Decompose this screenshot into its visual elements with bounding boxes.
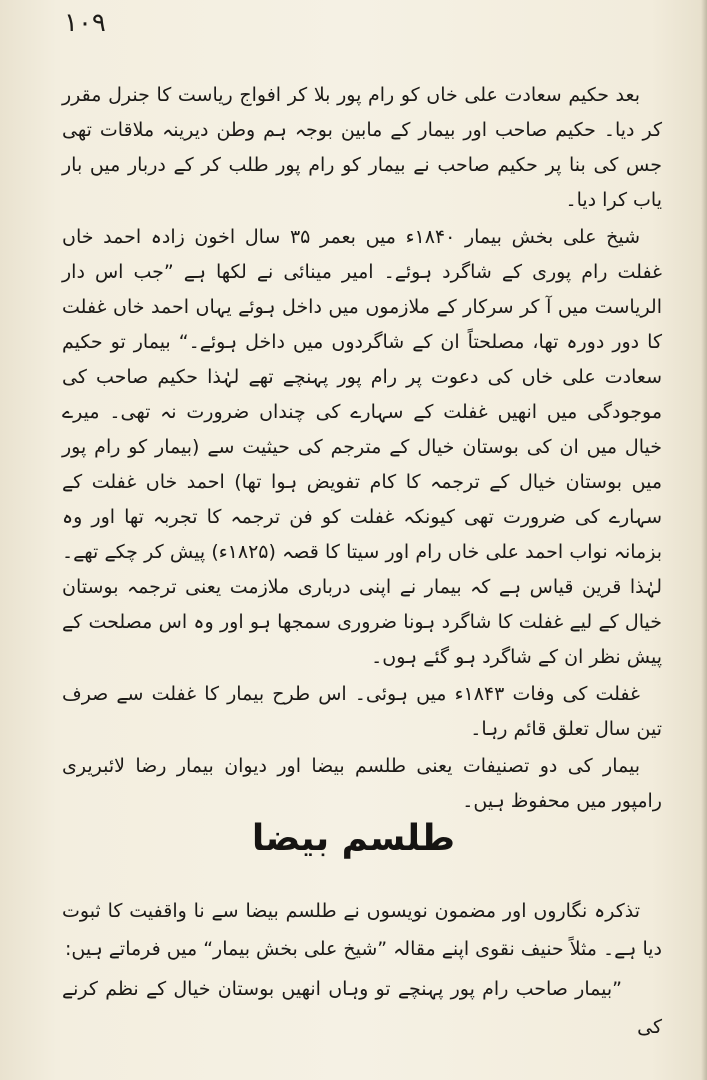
page-number: ۱۰۹ [64,8,106,38]
page-edge-shadow [701,0,707,1080]
paragraph: بیمار کی دو تصنیفات یعنی طلسم بیضا اور دیوان بیمار رضا لائبریری رامپور میں محفوظ ہیں۔ [62,755,662,812]
body-text [62,78,662,821]
section-heading: طلسم بیضا [251,818,456,859]
paragraph: بعد حکیم سعادت علی خاں کو رام پور بلا کر افواج ریاست کا جنرل مقرر کر دیا۔ حکیم صاحب اور بیمار کے مابین بوجہ ہم وطن دیرینہ ملاقات تھی جس کی بنا پر حکیم صاحب نے بیمار کو رام پور طلب کر کے دربار میں بار یاب کرا دیا۔ [62,84,662,211]
section-body-text [62,892,662,1048]
paragraph: غفلت کی وفات ۱۸۴۳ء میں ہوئی۔ اس طرح بیمار کا غفلت سے صرف تین سال تعلق قائم رہا۔ [62,683,662,740]
quote-paragraph: ”بیمار صاحب رام پور پہنچے تو وہاں انھیں بوستان خیال کے نظم کرنے کی [62,978,662,1038]
paragraph: تذکرہ نگاروں اور مضمون نویسوں نے طلسم بیضا سے نا واقفیت کا ثبوت دیا ہے۔ مثلاً حنیف نقوی اپنے مقالہ ”شیخ علی بخش بیمار“ میں فرماتے ہیں: [62,900,662,960]
paragraph: شیخ علی بخش بیمار ۱۸۴۰ء میں بعمر ۳۵ سال اخون زادہ احمد خاں غفلت رام پوری کے شاگرد ہوئے۔ امیر مینائی نے لکھا ہے ”جب اس دار الریاست میں آ کر سرکار کے ملازموں میں داخل ہوئے یہاں احمد خاں غفلت کا دور دورہ تھا، مصلحتاً ان کے شاگردوں میں داخل ہوئے۔“ بیمار تو حکیم سعادت علی خاں کی دعوت پر رام پور پہنچے تھے لہٰذا حکیم صاحب کی موجودگی میں انھیں غفلت کے سہارے کی چنداں ضرورت نہ تھی۔ میرے خیال میں ان کی بوستان خیال کے مترجم کی حیثیت سے (بیمار کو رام پور میں بوستان خیال کے ترجمہ کا کام تفویض ہوا تھا) احمد خاں غفلت کے سہارے کی ضرورت تھی کیونکہ غفلت کو فن ترجمہ کا تجربہ تھا اور وہ بزمانہ نواب احمد علی خاں رام اور سیتا کا قصہ (۱۸۲۵ء) پیش کر چکے تھے۔ لہٰذا قرین قیاس ہے کہ بیمار نے اپنی درباری ملازمت یعنی ترجمہ بوستان خیال کے لیے غفلت کا شاگرد ہونا ضروری سمجھا ہو اور وہ اس مصلحت کے پیش نظر ان کے شاگرد ہو گئے ہوں۔ [62,226,662,668]
